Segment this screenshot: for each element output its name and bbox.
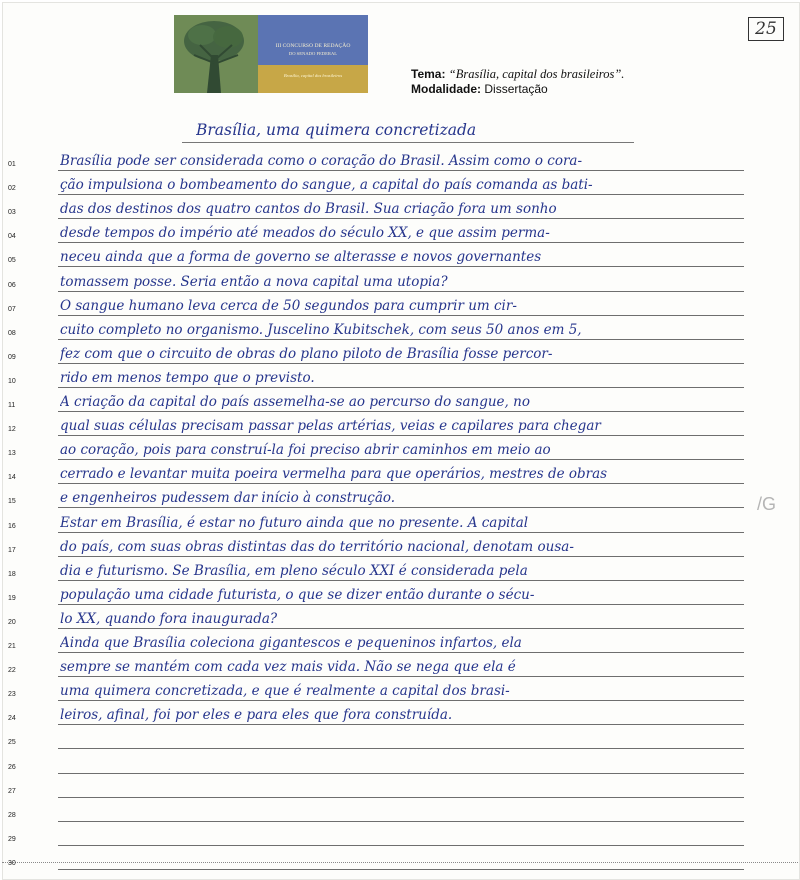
essay-line bbox=[0, 200, 800, 224]
essay-line bbox=[0, 465, 800, 489]
line-text: população uma cidade futurista, o que se dizer então durante o sécu- bbox=[60, 586, 535, 603]
essay-line bbox=[0, 755, 800, 779]
essay-line bbox=[0, 369, 800, 393]
essay-line bbox=[0, 152, 800, 176]
line-number: 19 bbox=[8, 594, 16, 602]
line-number: 28 bbox=[8, 811, 16, 819]
essay-line bbox=[0, 851, 800, 875]
essay-line bbox=[0, 345, 800, 369]
page-number: 25 bbox=[748, 17, 784, 41]
line-text: leiros, afinal, foi por eles e para eles que fora construída. bbox=[60, 707, 453, 724]
essay-line bbox=[0, 562, 800, 586]
line-number: 08 bbox=[8, 329, 16, 337]
theme-line bbox=[411, 67, 624, 82]
line-text: qual suas células precisam passar pelas artérias, veias e capilares para chegar bbox=[60, 418, 601, 435]
essay-line bbox=[0, 586, 800, 610]
line-text: ao coração, pois para construí-la foi preciso abrir caminhos em meio ao bbox=[60, 442, 551, 459]
essay-line bbox=[0, 489, 800, 513]
line-number: 17 bbox=[8, 546, 16, 554]
logo-line-1: III CONCURSO DE REDAÇÃO bbox=[275, 43, 351, 49]
essay-line bbox=[0, 803, 800, 827]
line-number: 04 bbox=[8, 233, 16, 241]
essay-line bbox=[0, 393, 800, 417]
essay-title: Brasília, uma quimera concretizada bbox=[196, 121, 477, 139]
essay-line bbox=[0, 682, 800, 706]
line-text: Brasília pode ser considerada como o coração do Brasil. Assim como o cora- bbox=[60, 153, 583, 169]
essay-line bbox=[0, 441, 800, 465]
line-rule bbox=[58, 797, 744, 798]
line-number: 02 bbox=[8, 185, 16, 193]
line-text: cerrado e levantar muita poeira vermelha para que operários, mestres de obras bbox=[60, 466, 608, 483]
line-number: 18 bbox=[8, 570, 16, 578]
contest-logo bbox=[174, 15, 368, 93]
line-rule bbox=[58, 748, 744, 749]
line-number: 27 bbox=[8, 787, 16, 795]
line-text: sempre se mantém com cada vez mais vida. Não se nega que ela é bbox=[60, 659, 516, 676]
line-rule bbox=[58, 845, 744, 846]
essay-line bbox=[0, 297, 800, 321]
line-number: 26 bbox=[8, 763, 16, 771]
line-text: rido em menos tempo que o previsto. bbox=[60, 369, 315, 386]
line-text: do país, com suas obras distintas das do território nacional, denotam ousa- bbox=[60, 538, 574, 555]
line-text: desde tempos do império até meados do século XX, e que assim perma- bbox=[60, 225, 550, 242]
essay-line bbox=[0, 658, 800, 682]
tree-emblem-icon bbox=[174, 15, 258, 93]
line-text: uma quimera concretizada, e que é realmente a capital dos brasi- bbox=[60, 683, 510, 700]
essay-line bbox=[0, 248, 800, 272]
essay-line bbox=[0, 273, 800, 297]
essay-line bbox=[0, 634, 800, 658]
theme-label: Tema: bbox=[411, 67, 446, 81]
line-text: lo XX, quando fora inaugurada? bbox=[60, 610, 278, 627]
line-number: 23 bbox=[8, 691, 16, 699]
line-text: das dos destinos dos quatro cantos do Brasil. Sua criação fora um sonho bbox=[60, 201, 557, 218]
line-number: 03 bbox=[8, 209, 16, 217]
line-number: 25 bbox=[8, 739, 16, 747]
line-number: 16 bbox=[8, 522, 16, 530]
line-number: 12 bbox=[8, 426, 16, 434]
title-rule bbox=[182, 142, 634, 143]
mode-line bbox=[411, 82, 548, 96]
line-number: 30 bbox=[8, 859, 16, 867]
line-text: Ainda que Brasília coleciona gigantescos e pequeninos infartos, ela bbox=[60, 635, 522, 651]
line-number: 13 bbox=[8, 450, 16, 458]
line-text: Estar em Brasília, é estar no futuro ainda que no presente. A capital bbox=[60, 514, 529, 531]
mode-value: Dissertação bbox=[484, 82, 548, 96]
line-text: cuito completo no organismo. Juscelino Kubitschek, com seus 50 anos em 5, bbox=[60, 321, 582, 338]
logo-line-3: Brasília, capital dos brasileiros bbox=[283, 73, 343, 78]
margin-mark: /G bbox=[757, 494, 777, 514]
mode-label: Modalidade: bbox=[411, 82, 482, 96]
essay-line bbox=[0, 730, 800, 754]
essay-line bbox=[0, 321, 800, 345]
theme-value: “Brasília, capital dos brasileiros”. bbox=[448, 67, 625, 81]
line-text: e engenheiros pudessem dar início à construção. bbox=[60, 490, 396, 507]
essay-line bbox=[0, 514, 800, 538]
essay-line bbox=[0, 417, 800, 441]
line-text: O sangue humano leva cerca de 50 segundos para cumprir um cir- bbox=[60, 297, 517, 314]
line-text: fez com que o circuito de obras do plano piloto de Brasília fosse percor- bbox=[60, 345, 553, 362]
essay-line bbox=[0, 224, 800, 248]
essay-line bbox=[0, 176, 800, 200]
line-text: ção impulsiona o bombeamento do sangue, a capital do país comanda as bati- bbox=[60, 177, 593, 194]
line-rule bbox=[58, 821, 744, 822]
line-number: 21 bbox=[8, 643, 16, 650]
line-number: 14 bbox=[8, 474, 16, 482]
line-number: 06 bbox=[8, 281, 16, 289]
line-number: 29 bbox=[8, 835, 16, 843]
essay-line bbox=[0, 827, 800, 851]
line-number: 05 bbox=[8, 257, 16, 265]
line-text: A criação da capital do país assemelha-se ao percurso do sangue, no bbox=[60, 394, 530, 410]
line-number: 01 bbox=[8, 161, 16, 168]
line-text: tomassem posse. Seria então a nova capital uma utopia? bbox=[60, 273, 448, 290]
line-number: 10 bbox=[8, 377, 16, 385]
line-text: neceu ainda que a forma de governo se alterasse e novos governantes bbox=[60, 249, 542, 266]
essay-line bbox=[0, 706, 800, 730]
line-rule bbox=[58, 869, 744, 870]
line-number: 20 bbox=[8, 618, 16, 626]
line-number: 07 bbox=[8, 305, 16, 313]
line-number: 15 bbox=[8, 498, 16, 506]
line-rule bbox=[58, 773, 744, 774]
essay-line bbox=[0, 610, 800, 634]
logo-line-2: DO SENADO FEDERAL bbox=[288, 51, 338, 56]
line-text: dia e futurismo. Se Brasília, em pleno século XXI é considerada pela bbox=[60, 562, 528, 579]
line-number: 09 bbox=[8, 353, 16, 361]
logo-gold-band bbox=[258, 65, 368, 93]
essay-line bbox=[0, 779, 800, 803]
line-number: 24 bbox=[8, 715, 16, 723]
line-number: 11 bbox=[8, 402, 16, 409]
line-number: 22 bbox=[8, 667, 16, 675]
essay-line bbox=[0, 538, 800, 562]
